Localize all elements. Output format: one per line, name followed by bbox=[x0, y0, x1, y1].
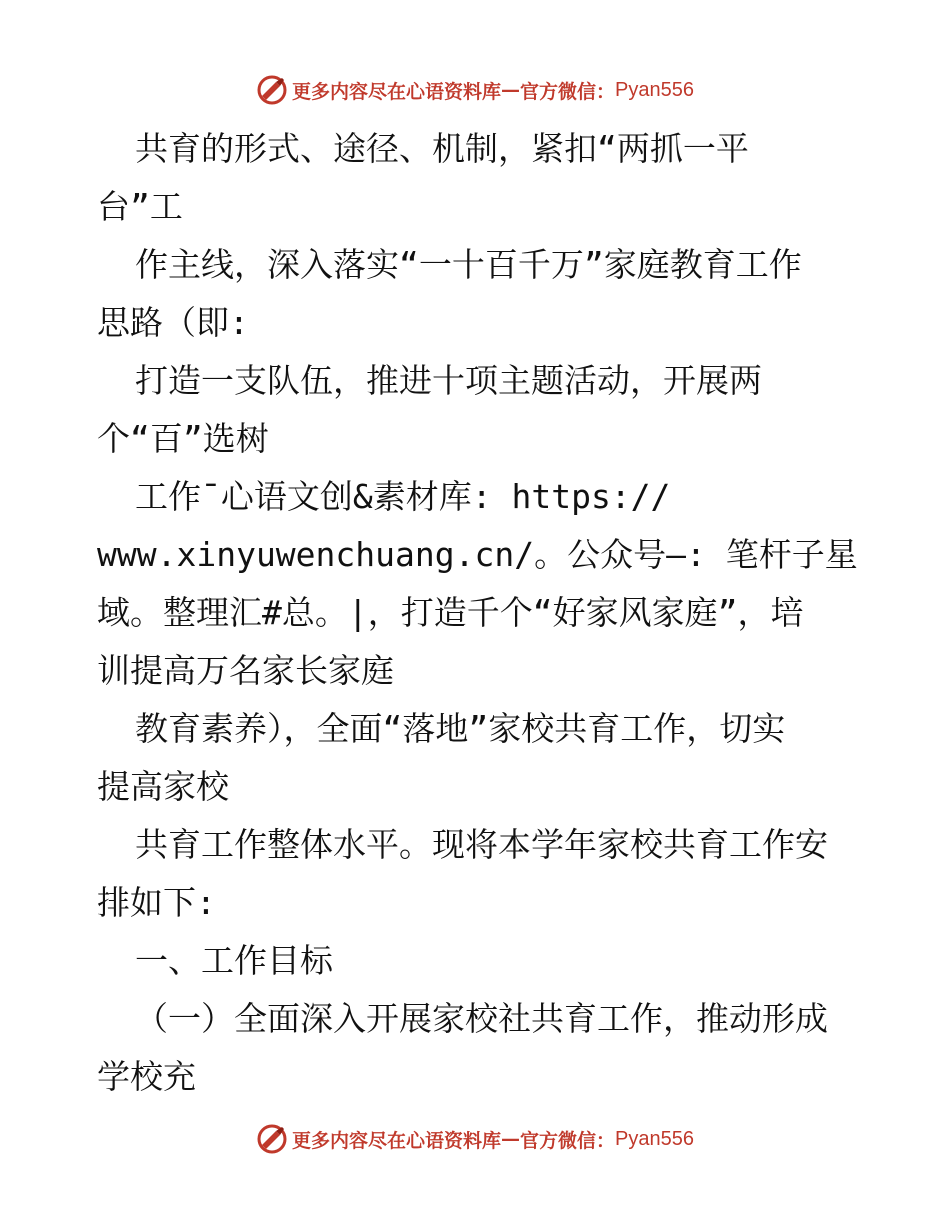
header-banner bbox=[0, 70, 950, 110]
banner-main-text: 更多内容尽在心语资料库 bbox=[292, 1129, 502, 1152]
footer-banner bbox=[0, 1119, 950, 1159]
body-line: 共育的形式、途径、机制，紧扣“两抓一平 bbox=[135, 129, 749, 168]
section-heading: 一、工作目标 bbox=[135, 941, 333, 980]
body-line: 作主线，深入落实“一十百千万”家庭教育工作 bbox=[135, 245, 802, 284]
body-line: 排如下: bbox=[97, 883, 216, 922]
body-line: 训提高万名家长家庭 bbox=[97, 651, 394, 690]
body-line: 打造一支队伍，推进十项主题活动，开展两 bbox=[135, 361, 762, 400]
banner-main-text: 更多内容尽在心语资料库 bbox=[292, 80, 502, 103]
banner-wechat-label: 官方微信： bbox=[520, 1129, 616, 1152]
document-body bbox=[97, 120, 857, 1106]
body-line: 思路（即: bbox=[97, 303, 249, 342]
body-line: 学校充 bbox=[97, 1057, 196, 1096]
banner-wechat-id: Pyan556 bbox=[615, 1127, 694, 1150]
body-line: （一）全面深入开展家校社共育工作，推动形成 bbox=[135, 999, 828, 1038]
banner-separator: — bbox=[501, 1128, 521, 1150]
body-line: 教育素养），全面“落地”家校共育工作，切实 bbox=[135, 709, 786, 748]
banner-separator: — bbox=[501, 79, 521, 101]
body-line: 个“百”选树 bbox=[97, 419, 269, 458]
body-line: 台”工 bbox=[97, 187, 183, 226]
body-line: 提高家校 bbox=[97, 767, 229, 806]
body-line: 共育工作整体水平。现将本学年家校共育工作安 bbox=[135, 825, 828, 864]
pen-logo-icon bbox=[256, 1123, 288, 1155]
banner-wechat-label: 官方微信： bbox=[520, 80, 616, 103]
banner-wechat-id: Pyan556 bbox=[615, 78, 694, 101]
body-line: 工作¯心语文创&素材库: https:// bbox=[135, 477, 671, 516]
body-line: 域。整理汇#总。|，打造千个“好家风家庭”，培 bbox=[97, 593, 804, 632]
body-line: www.xinyuwenchuang.cn/。公众号—: 笔杆子星 bbox=[97, 535, 858, 574]
pen-logo-icon bbox=[256, 74, 288, 106]
